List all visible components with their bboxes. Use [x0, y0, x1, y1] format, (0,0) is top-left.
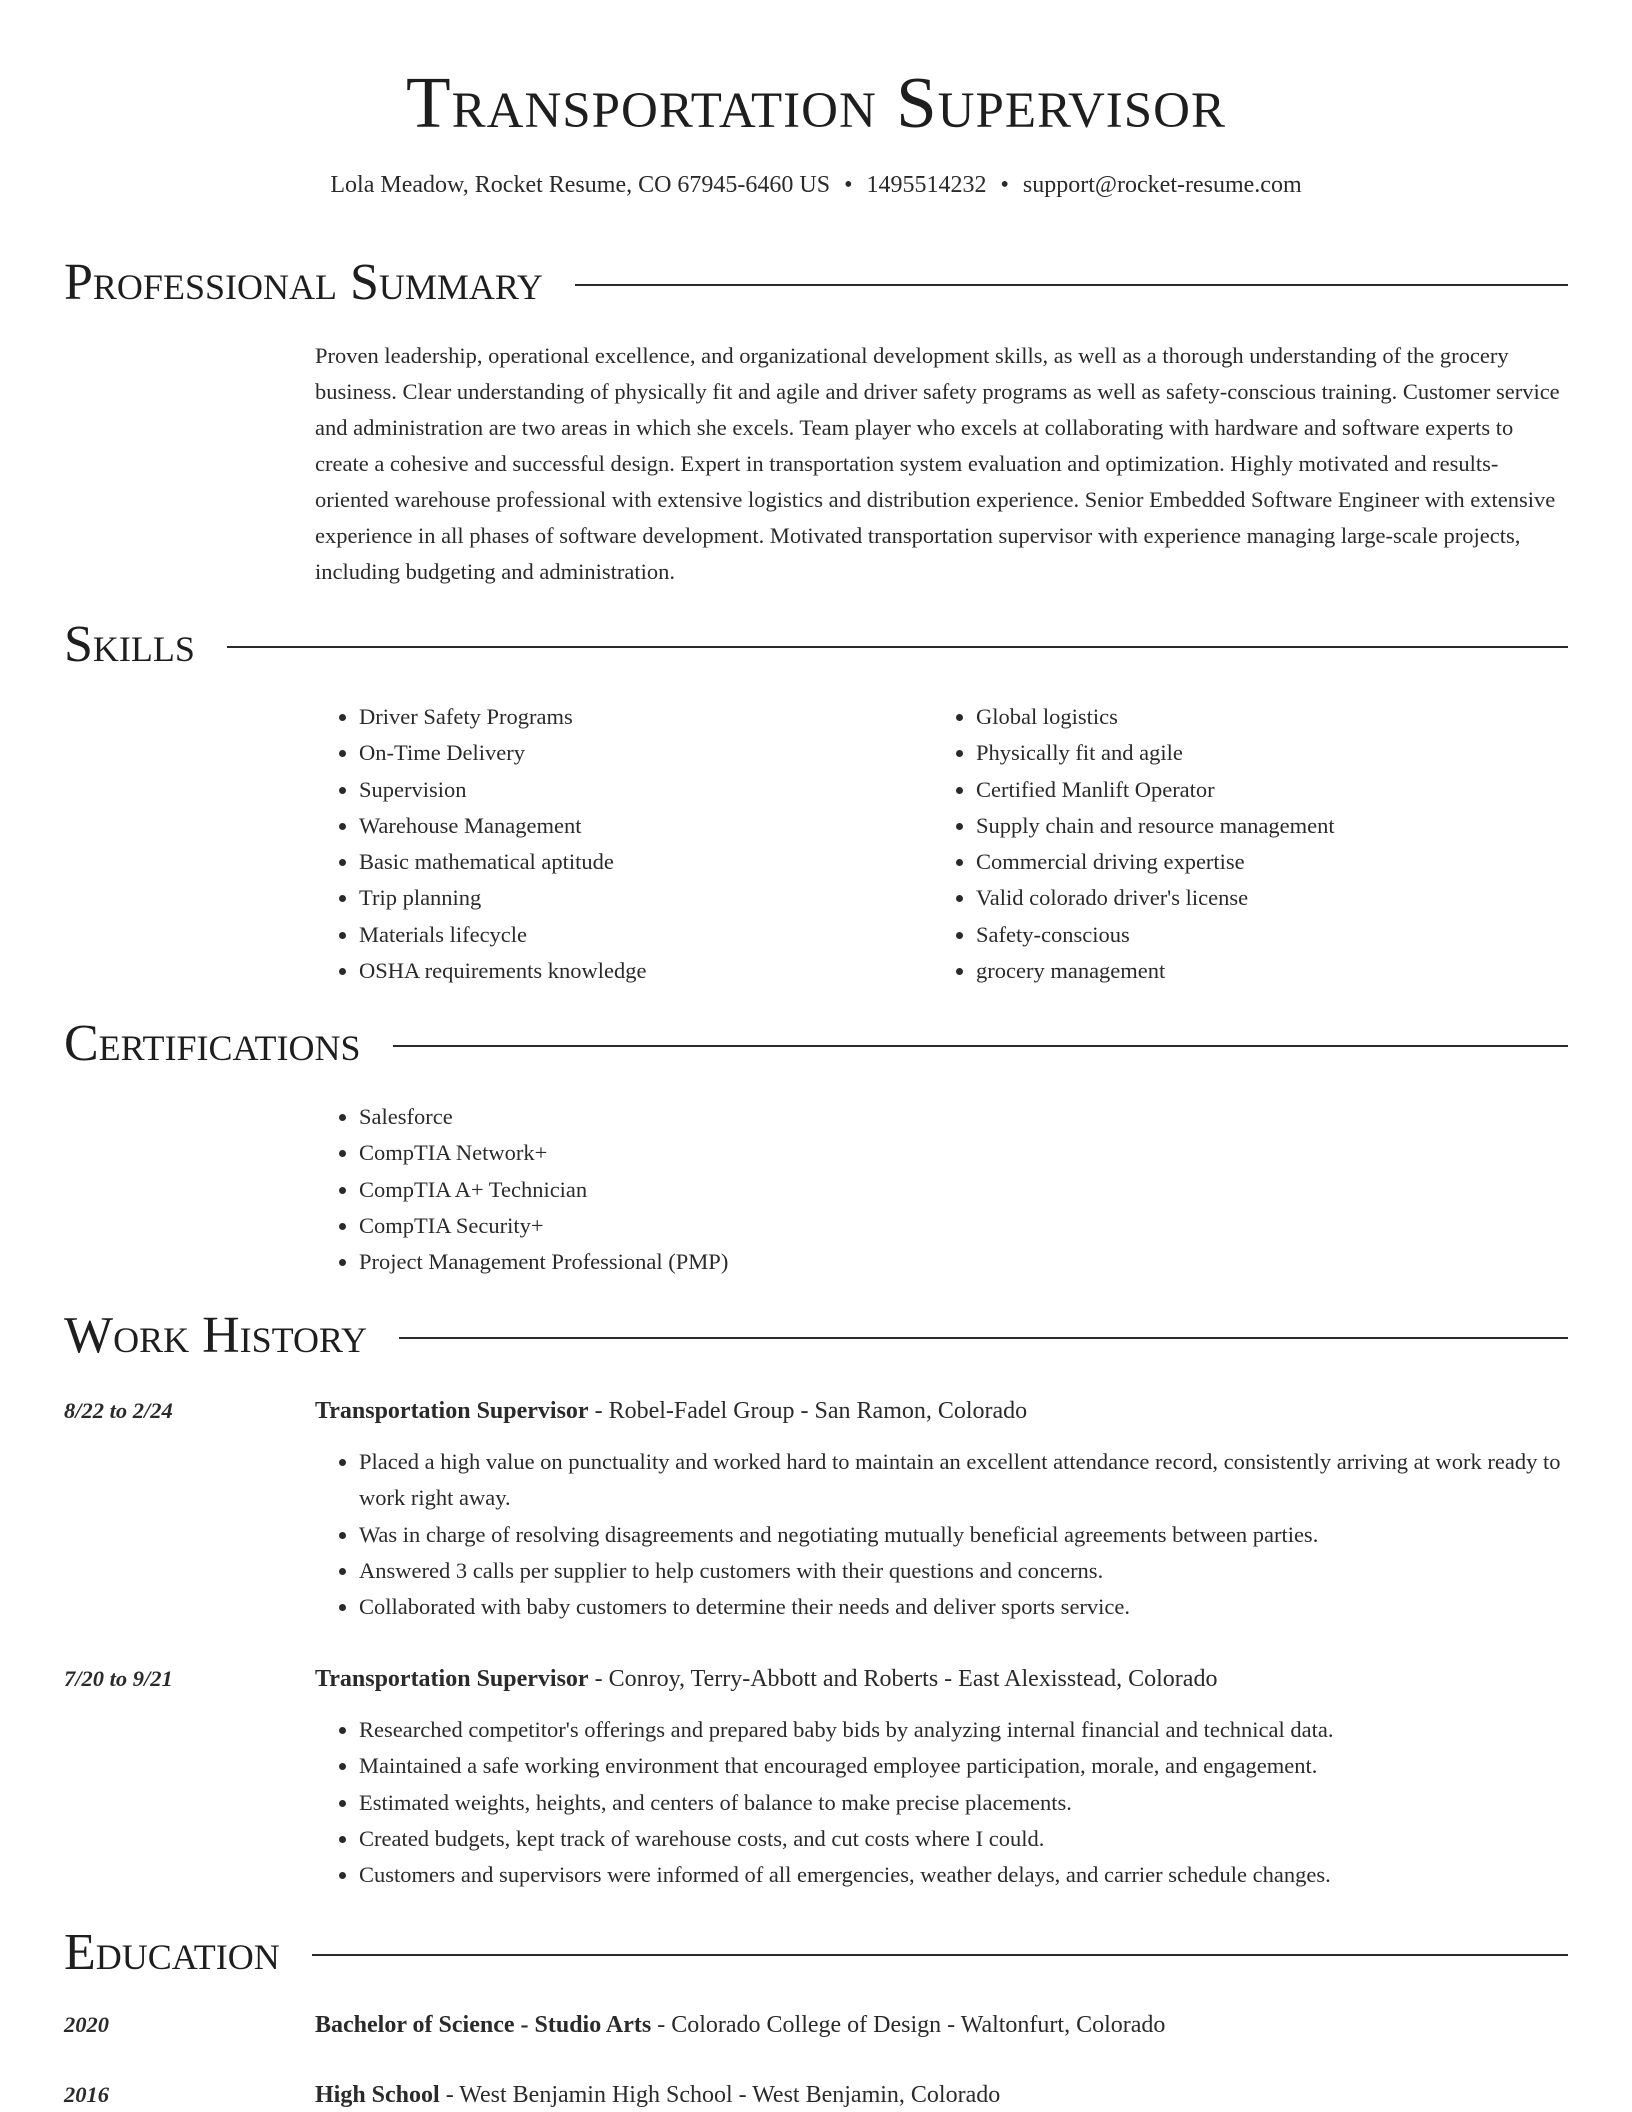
- job-bullet: • Maintained a safe working environment that encouraged employee participation, morale, and engagement.: [359, 1748, 1568, 1784]
- education-line: [315, 2080, 1000, 2110]
- job-bullet: • Answered 3 calls per supplier to help customers with their questions and concerns.: [359, 1553, 1568, 1589]
- skill-item: • grocery management: [976, 953, 1549, 989]
- section-divider: [227, 646, 1568, 648]
- education-line: [315, 2010, 1165, 2040]
- certification-item: • CompTIA Network+: [359, 1135, 1568, 1171]
- certifications-heading: Certifications: [64, 1015, 361, 1072]
- skill-item: • Global logistics: [976, 699, 1549, 735]
- contact-separator: •: [1000, 172, 1009, 198]
- skill-item: • Certified Manlift Operator: [976, 772, 1549, 808]
- education-school: - West Benjamin High School - West Benjamin, Colorado: [439, 2082, 1001, 2108]
- job-bullet: • Researched competitor's offerings and prepared baby bids by analyzing internal financial and technical data.: [359, 1712, 1568, 1748]
- certification-item: • CompTIA A+ Technician: [359, 1172, 1568, 1208]
- education-year: 2020: [64, 2012, 109, 2037]
- resume-page: [64, 0, 1568, 2108]
- job-title-line: [315, 1396, 1027, 1426]
- contact-separator: •: [844, 172, 853, 198]
- job-title: Transportation Supervisor: [315, 1666, 589, 1692]
- education-year: 2016: [64, 2082, 109, 2107]
- education-section-heading: [64, 1923, 1568, 1983]
- job-employer: - Conroy, Terry-Abbott and Roberts - East Alexisstead, Colorado: [588, 1666, 1218, 1692]
- skill-item: • Valid colorado driver's license: [976, 880, 1549, 916]
- work-heading: Work History: [64, 1307, 368, 1364]
- skills-list: [315, 699, 1568, 989]
- skill-item: • OSHA requirements knowledge: [359, 953, 932, 989]
- education-degree: Bachelor of Science - Studio Arts: [315, 2012, 652, 2038]
- candidate-name: Transportation Supervisor: [406, 62, 1226, 143]
- skills-heading: Skills: [64, 616, 195, 673]
- job-title: Transportation Supervisor: [315, 1398, 589, 1424]
- skills-column-right: [932, 699, 1549, 989]
- skill-item: • Supply chain and resource management: [976, 808, 1549, 844]
- work-section-heading: [64, 1306, 1568, 1366]
- contact-phone: 1495514232: [866, 172, 987, 198]
- job-bullet: • Customers and supervisors were informed of all emergencies, weather delays, and carrier schedule changes.: [359, 1857, 1568, 1893]
- education-school: - Colorado College of Design - Waltonfurt, Colorado: [651, 2012, 1166, 2038]
- contact-line: [64, 170, 1568, 200]
- skill-item: • Materials lifecycle: [359, 917, 932, 953]
- job-bullet: • Estimated weights, heights, and centers of balance to make precise placements.: [359, 1785, 1568, 1821]
- section-divider: [312, 1954, 1568, 1956]
- skill-item: • Basic mathematical aptitude: [359, 844, 932, 880]
- section-divider: [393, 1045, 1568, 1047]
- contact-email: support@rocket-resume.com: [1022, 172, 1302, 198]
- certification-item: • CompTIA Security+: [359, 1208, 1568, 1244]
- summary-heading: Professional Summary: [64, 254, 543, 311]
- job-title-line: [315, 1664, 1217, 1694]
- skill-item: • Trip planning: [359, 880, 932, 916]
- job-bullet: • Collaborated with baby customers to determine their needs and deliver sports service.: [359, 1589, 1568, 1625]
- contact-address: Lola Meadow, Rocket Resume, CO 67945-6460 US: [330, 172, 831, 198]
- summary-text: Proven leadership, operational excellence, and organizational development skills, as well as a thorough understanding of the grocery business. Clear understanding of physically fit and agile and driver safety programs as well as safety-conscious training. Customer service and administration are two areas in which she excels. Team player who excels at collaborating with hardware and software experts to create a cohesive and successful design. Expert in transportation system evaluation and optimization. Highly motivated and results-oriented warehouse professional with extensive logistics and distribution experience. Senior Embedded Software Engineer with extensive experience in all phases of software development. Motivated transportation supervisor with experience managing large-scale projects, including budgeting and administration.: [315, 343, 1560, 584]
- certification-item: • Project Management Professional (PMP): [359, 1244, 1568, 1280]
- skill-item: • Warehouse Management: [359, 808, 932, 844]
- education-degree: High School: [315, 2082, 440, 2108]
- job-bullet: • Created budgets, kept track of warehouse costs, and cut costs where I could.: [359, 1821, 1568, 1857]
- job-bullets: [315, 1712, 1568, 1893]
- job-bullet: • Placed a high value on punctuality and worked hard to maintain an excellent attendance record, consistently arriving at work ready to work right away.: [359, 1444, 1568, 1517]
- certifications-list: [315, 1099, 1568, 1280]
- summary-section-heading: [64, 253, 1568, 313]
- skill-item: • Commercial driving expertise: [976, 844, 1549, 880]
- skill-item: • On-Time Delivery: [359, 735, 932, 771]
- skills-section-heading: [64, 615, 1568, 675]
- skill-item: • Driver Safety Programs: [359, 699, 932, 735]
- job-bullet: • Was in charge of resolving disagreements and negotiating mutually beneficial agreements between parties.: [359, 1517, 1568, 1553]
- job-employer: - Robel-Fadel Group - San Ramon, Colorado: [588, 1398, 1028, 1424]
- job-dates: 7/20 to 9/21: [64, 1666, 173, 1691]
- skills-column-left: [315, 699, 932, 989]
- job-dates: 8/22 to 2/24: [64, 1398, 173, 1423]
- skill-item: • Physically fit and agile: [976, 735, 1549, 771]
- certifications-section-heading: [64, 1014, 1568, 1074]
- section-divider: [575, 284, 1568, 286]
- section-divider: [399, 1337, 1568, 1339]
- certification-item: • Salesforce: [359, 1099, 1568, 1135]
- job-bullets: [315, 1444, 1568, 1625]
- education-heading: Education: [64, 1924, 280, 1981]
- skill-item: • Supervision: [359, 772, 932, 808]
- skill-item: • Safety-conscious: [976, 917, 1549, 953]
